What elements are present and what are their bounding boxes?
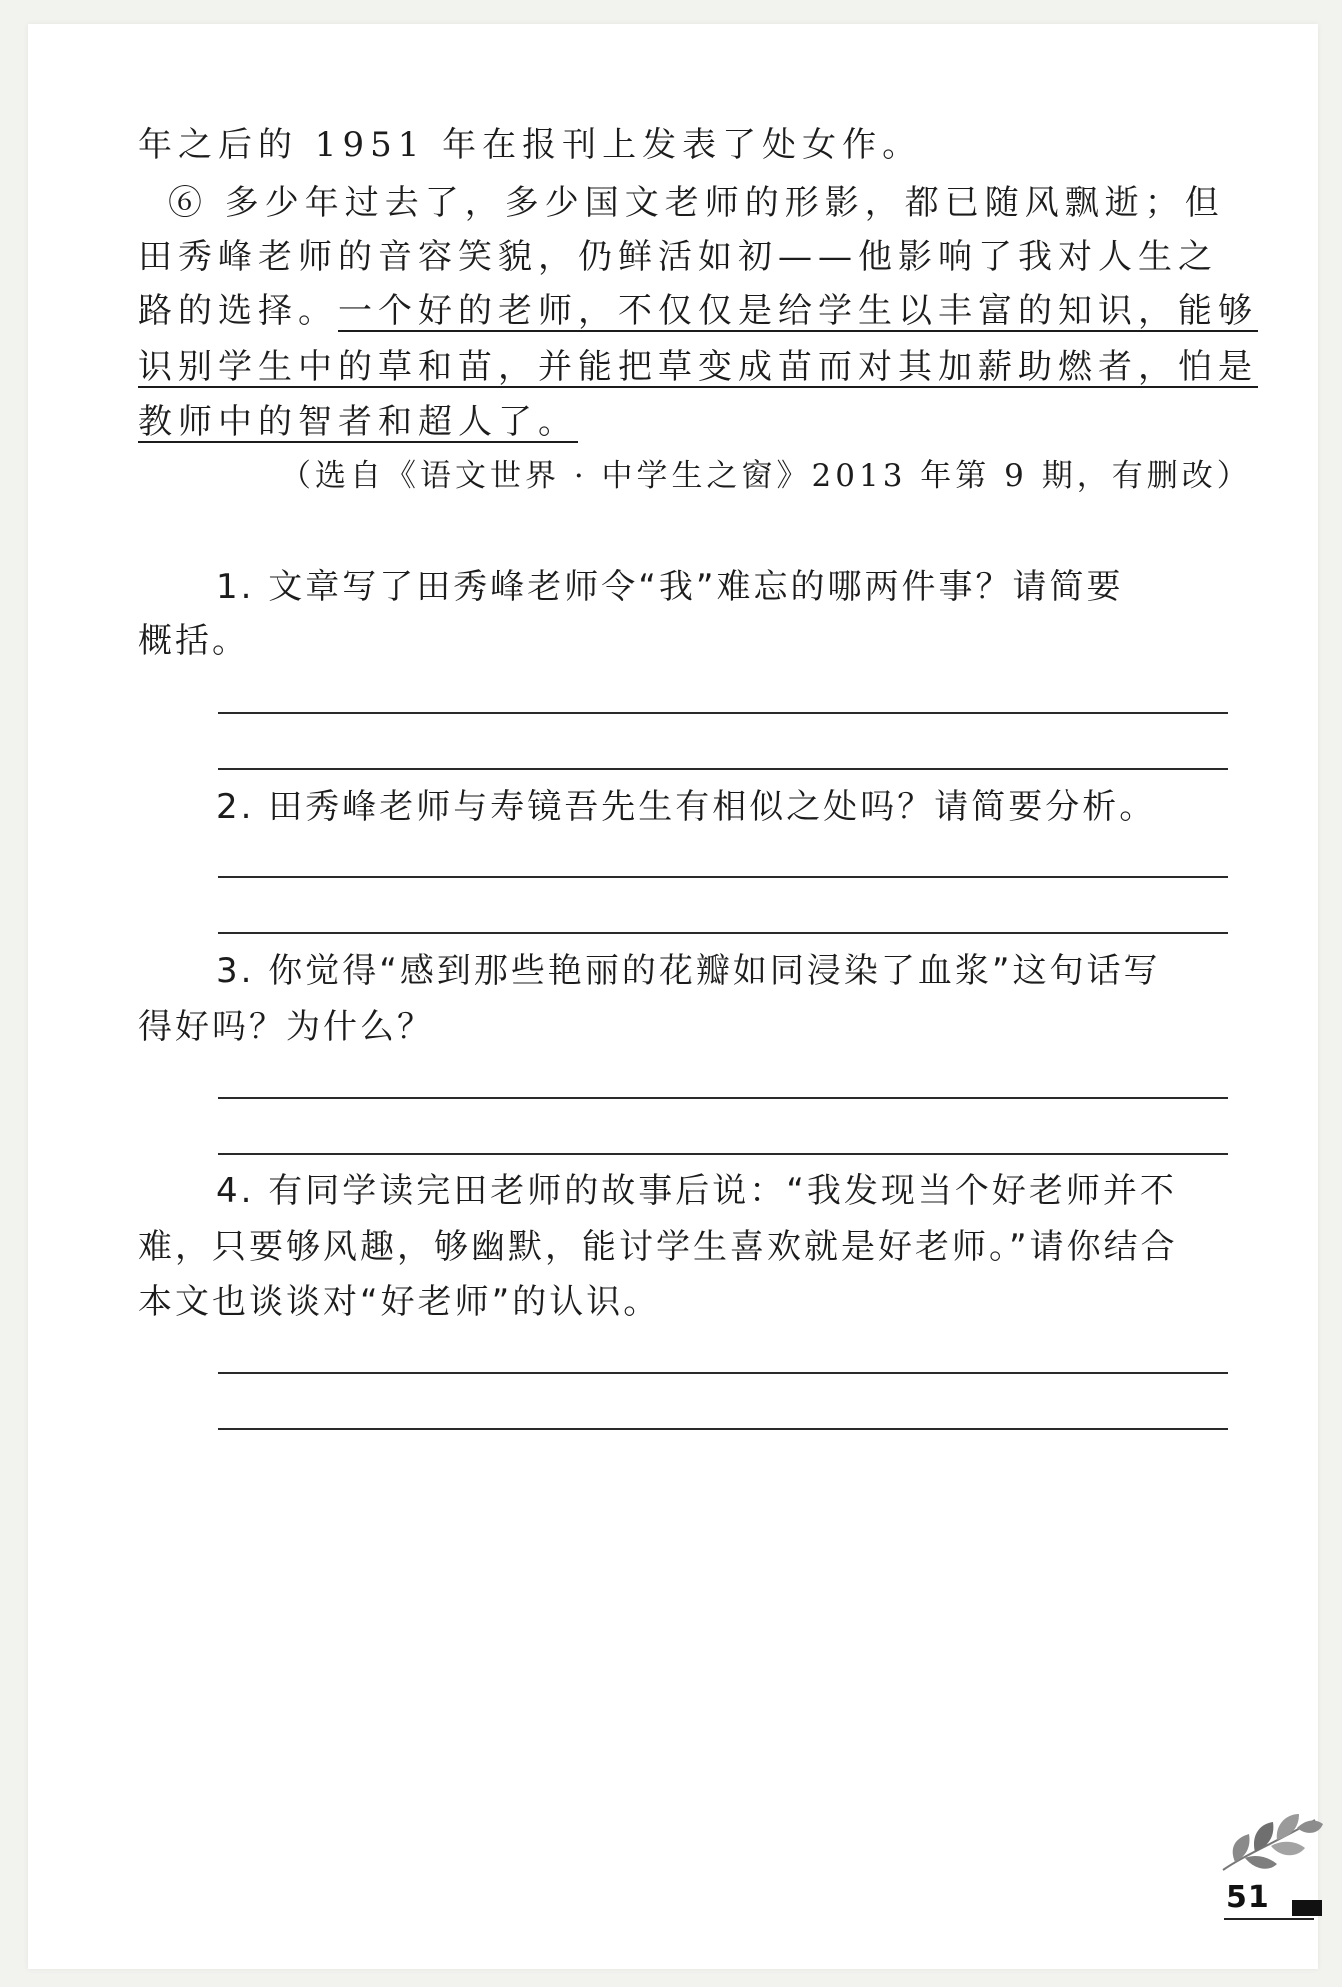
question-4-answer-line-1[interactable]	[218, 1372, 1228, 1374]
page-number-area	[1224, 1880, 1334, 1920]
question-3-line-2: 得好吗？为什么？	[138, 1007, 434, 1047]
question-4-line-1: 4. 有同学读完田老师的故事后说：“我发现当个好老师并不	[216, 1171, 1177, 1211]
paragraph-6-line-3	[138, 290, 1258, 332]
page-number-block	[1292, 1900, 1322, 1916]
question-1-line-1: 1. 文章写了田秀峰老师令“我”难忘的哪两件事？请简要	[216, 567, 1124, 607]
page-number-rule	[1224, 1918, 1314, 1920]
question-1-line-2: 概括。	[138, 621, 249, 661]
question-3-answer-line-1[interactable]	[218, 1097, 1228, 1099]
underlined-sentence-part-1: 一个好的老师，不仅仅是给学生以丰富的知识，能够	[338, 291, 1258, 331]
passage-line-1: 年之后的 1951 年在报刊上发表了处女作。	[138, 125, 923, 165]
question-2-answer-line-1[interactable]	[218, 876, 1228, 878]
question-3-answer-line-2[interactable]	[218, 1153, 1228, 1155]
question-1-answer-line-2[interactable]	[218, 768, 1228, 770]
page-number: 51	[1226, 1880, 1270, 1915]
question-2-answer-line-2[interactable]	[218, 932, 1228, 934]
question-3-line-1: 3. 你觉得“感到那些艳丽的花瓣如同浸染了血浆”这句话写	[216, 951, 1161, 991]
question-4-line-3: 本文也谈谈对“好老师”的认识。	[138, 1282, 661, 1322]
underlined-sentence-part-3: 教师中的智者和超人了。	[138, 402, 578, 442]
underlined-sentence-part-2: 识别学生中的草和苗，并能把草变成苗而对其加薪助燃者，怕是	[138, 347, 1258, 387]
question-2-line-1: 2. 田秀峰老师与寿镜吾先生有相似之处吗？请简要分析。	[216, 787, 1157, 827]
paragraph-6-line-1: ⑥ 多少年过去了，多少国文老师的形影，都已随风飘逝；但	[168, 183, 1225, 223]
question-4-line-2: 难，只要够风趣，够幽默，能讨学生喜欢就是好老师。”请你结合	[138, 1227, 1178, 1267]
question-4-answer-line-2[interactable]	[218, 1428, 1228, 1430]
paragraph-6-line-3-plain: 路的选择。	[138, 291, 338, 331]
question-1-answer-line-1[interactable]	[218, 712, 1228, 714]
source-citation: （选自《语文世界 · 中学生之窗》2013 年第 9 期，有删改）	[280, 458, 1252, 494]
paragraph-6-line-2: 田秀峰老师的音容笑貌，仍鲜活如初——他影响了我对人生之	[138, 237, 1218, 277]
